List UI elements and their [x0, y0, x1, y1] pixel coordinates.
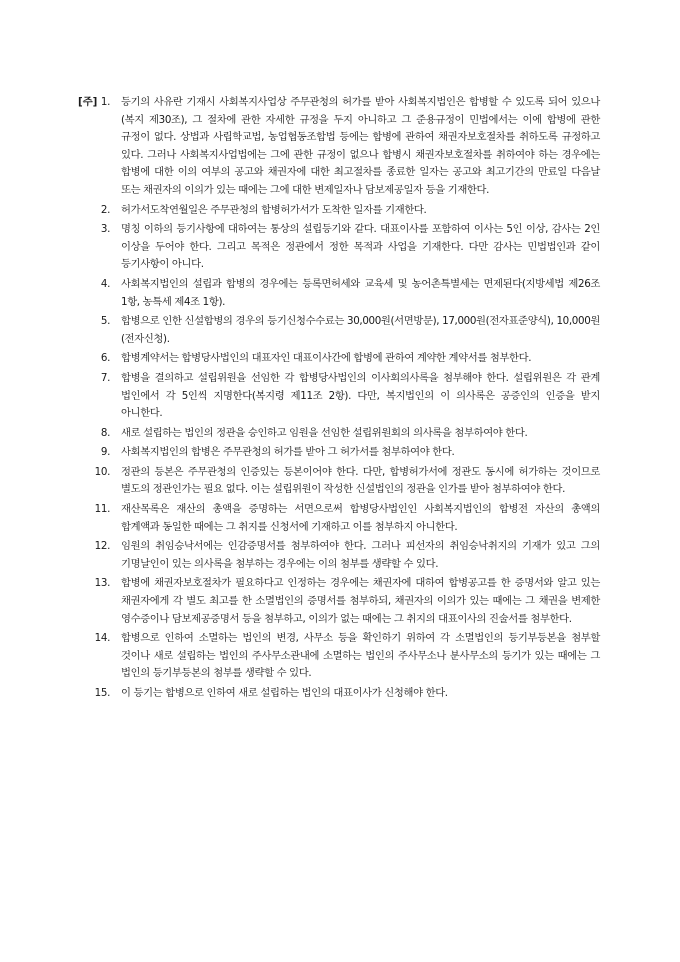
note-item-5 — [80, 313, 600, 348]
note-number: 6. — [100, 352, 110, 365]
note-item-2 — [80, 202, 600, 220]
note-text: 사회복지법인의 합병은 주무관청의 허가를 받아 그 허가서를 첨부하여야 한다. — [121, 446, 455, 459]
note-item-9 — [80, 444, 600, 462]
note-text: 합병으로 인한 신설합병의 경우의 등기신청수수료는 30,000원(서면방문), 17,000원(전자표준양식), 10,000원(전자신청). — [121, 315, 600, 345]
note-text: 새로 설립하는 법인의 정관을 승인하고 임원을 선임한 설립위원회의 의사록을 첨부하여야 한다. — [121, 426, 528, 439]
note-item-8 — [80, 425, 600, 443]
note-item-3 — [80, 221, 600, 274]
notes-section — [80, 94, 600, 705]
note-text: 이 등기는 합병으로 인하여 새로 설립하는 법인의 대표이사가 신청해야 한다. — [121, 687, 448, 699]
note-item-10 — [80, 464, 600, 499]
note-text: 합병에 채권자보호절차가 필요하다고 인정하는 경우에는 채권자에 대하여 합병공고를 한 증명서와 알고 있는 채권자에게 각 별도 최고를 한 소멸법인의 증명서를 첨부하되, 채권자의 이의가 있는 때에는 그 채권을 변제한 영수증이나 담보제공증명서 등을 첨부하고, 이의가 없는 때에는 그 취지의 대표이사의 진술서를 첨부한다. — [121, 577, 600, 625]
note-text: 합병을 결의하고 설립위원을 선임한 각 합병당사법인의 이사회의사록을 첨부해야 한다. 설립위원은 각 관계 법인에서 각 5인씩 지명한다(복지령 제11조 2항). 다만, 복지법인의 이 의사록은 공증인의 인증을 받지 아니한다. — [121, 371, 600, 420]
note-item-11 — [80, 501, 600, 536]
note-number: 14. — [94, 632, 110, 645]
note-text: 임원의 취임승낙서에는 인감증명서를 첨부하여야 한다. 그러나 피선자의 취임승낙취지의 기재가 있고 그의 기명날인이 있는 의사록을 첨부하는 경우에는 이의 첨부를 생략할 수 있다. — [121, 540, 600, 570]
note-text: 허가서도착연월일은 주무관청의 합병허가서가 도착한 일자를 기재한다. — [121, 203, 427, 216]
note-number: 5. — [100, 315, 110, 328]
note-number: 15. — [94, 687, 110, 699]
note-text: 정관의 등본은 주무관청의 인증있는 등본이어야 한다. 다만, 합병허가서에 정관도 동시에 허가하는 것이므로 별도의 정관인가는 필요 없다. 이는 설립위원이 작성한 신설법인의 정관을 인가를 받아 첨부하여야 한다. — [121, 465, 600, 496]
note-text: 합병으로 인하여 소멸하는 법인의 변경, 사무소 등을 확인하기 위하여 각 소멸법인의 등기부등본을 첨부할 것이나 새로 설립하는 법인의 주사무소관내에 소멸하는 법인의 주사무소나 분사무소의 등기가 있는 때에는 그 법인의 등기부등본의 첨부를 생략할 수 있다. — [121, 632, 600, 680]
note-number: 10. — [94, 465, 110, 478]
note-text: 등기의 사유란 기재시 사회복지사업상 주무관청의 허가를 받아 사회복지법인은 합병할 수 있도록 되어 있으나(복지 제30조), 그 절차에 관한 자세한 규정을 두지 아니하고 그 준용규정이 민법에서는 이에 합병에 관한 규정이 없다. 상법과 사립학교법, 농업협동조합법 등에는 합병에 관하여 채권자보호절차를 취하도록 규정하고 있다. 그러나 사회복지사업법에는 그에 관한 규정이 없으나 합병시 채권자보호절차를 취하여야 하는 경우에는 합병에 대한 이의 여부의 공고와 채권자에 대한 최고절차를 종료한 일자는 공고와 최고기간의 만료일 다음날 또는 채권자의 이의가 있는 때에는 그에 대한 변제일자나 담보제공일자 등을 기재한다. — [121, 96, 600, 196]
note-item-4 — [80, 276, 600, 311]
note-number: 2. — [100, 203, 110, 216]
note-item-7 — [80, 370, 600, 423]
note-number: 7. — [100, 371, 110, 384]
notes-tag: [주] — [78, 96, 98, 108]
note-text: 사회복지법인의 설립과 합병의 경우에는 등록면허세와 교육세 및 농어촌특별세는 면제된다(지방세법 제26조 1항, 농특세 제4조 1항). — [121, 277, 600, 308]
note-number: 9. — [100, 446, 110, 459]
note-number: 11. — [94, 503, 110, 516]
note-number: 4. — [100, 277, 110, 290]
note-item-13 — [80, 575, 600, 628]
note-number: 12. — [94, 540, 110, 553]
note-number: 13. — [94, 577, 110, 590]
note-number: 1. — [100, 96, 110, 108]
note-text: 명칭 이하의 등기사항에 대하여는 통상의 설립등기와 같다. 대표이사를 포함하여 이사는 5인 이상, 감사는 2인 이상을 두어야 한다. 그리고 목적은 정관에서 정한 목적과 사업을 기재한다. 다만 감사는 민법법인과 같이 등기사항이 아니다. — [121, 223, 600, 271]
note-text: 합병계약서는 합병당사법인의 대표자인 대표이사간에 합병에 관하여 계약한 계약서를 첨부한다. — [121, 352, 532, 365]
note-item-15 — [80, 685, 600, 703]
note-item-1 — [80, 94, 600, 200]
note-number: 3. — [100, 223, 110, 236]
note-item-6 — [80, 350, 600, 368]
note-text: 재산목록은 재산의 총액을 증명하는 서면으로써 합병당사법인인 사회복지법인의 합병전 자산의 총액의 합계액과 동일한 때에는 그 취지를 신청서에 기재하고 이를 첨부하지 아니한다. — [121, 503, 600, 533]
note-item-14 — [80, 630, 600, 683]
note-item-12 — [80, 538, 600, 573]
note-number: 8. — [100, 426, 110, 439]
